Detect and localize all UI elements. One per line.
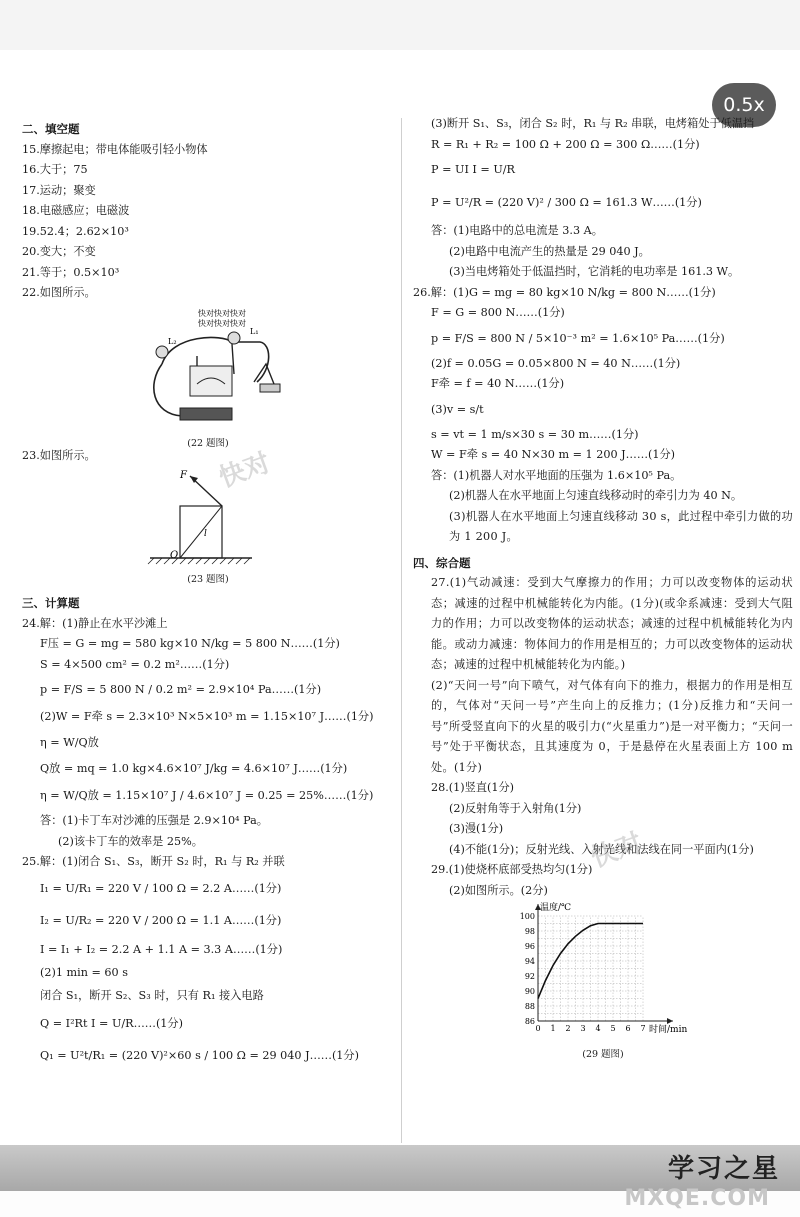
x-tick-label: 2 [565, 1024, 571, 1033]
right-column [413, 114, 793, 1061]
y-tick-label: 90 [524, 987, 535, 996]
solution-line: (3)v = s/t [431, 402, 484, 416]
arm-l-label: l [204, 529, 207, 539]
solution-line: (3)当电烤箱处于低温挡时，它消耗的电功率是 161.3 W。 [449, 265, 740, 278]
solution-line: s = vt = 1 m/s×30 s = 30 m……(1分) [431, 427, 639, 441]
x-tick-label: 7 [640, 1024, 646, 1033]
solution-line: I₂ = U/R₂ = 220 V / 200 Ω = 1.1 A……(1分) [40, 913, 282, 927]
solution-line: 25.解：(1)闭合 S₁、S₃，断开 S₂ 时，R₁ 与 R₂ 并联 [22, 855, 285, 868]
x-tick-label: 3 [580, 1024, 586, 1033]
section-heading-calc: 三、计算题 [22, 596, 80, 610]
answer-line: 29.(1)使烧杯底部受热均匀(1分) [431, 863, 593, 876]
solution-line: (2)该卡丁车的效率是 25%。 [58, 834, 203, 848]
x-axis-arrow [667, 1018, 673, 1024]
site-watermark: MXQE.COM [624, 1186, 770, 1211]
circuit-diagram [22, 304, 394, 436]
solution-line: (2)机器人在水平地面上匀速直线移动时的牵引力为 40 N。 [449, 489, 743, 502]
solution-line: 闭合 S₁，断开 S₂、S₃ 时，只有 R₁ 接入电路 [40, 989, 264, 1002]
x-axis-label: 时间/min [649, 1025, 688, 1035]
solution-line: 答：(1)卡丁车对沙滩的压强是 2.9×10⁴ Pa。 [40, 814, 268, 827]
solution-line: p = F/S = 5 800 N / 0.2 m² = 2.9×10⁴ Pa……(1分) [40, 683, 322, 696]
y-axis-label: 温度/℃ [540, 903, 572, 913]
fig22-caption: (22 题图) [187, 437, 229, 449]
figure-22 [22, 304, 394, 454]
x-tick-label: 4 [595, 1024, 601, 1033]
solution-line: I = I₁ + I₂ = 2.2 A + 1.1 A = 3.3 A……(1分) [40, 942, 283, 956]
solution-line: η = W/Q放 = 1.15×10⁷ J / 4.6×10⁷ J = 0.25 = 25%……(1分) [40, 789, 374, 802]
watermark-text: 快对 [215, 447, 275, 494]
x-tick-label: 5 [610, 1024, 616, 1033]
solution-line: 答：(1)电路中的总电流是 3.3 A。 [431, 224, 603, 237]
answer-line: 16.大于；75 [22, 163, 88, 176]
solution-line: Q放 = mq = 1.0 kg×4.6×10⁷ J/kg = 4.6×10⁷ J……(1分) [40, 762, 348, 775]
y-tick-label: 100 [519, 912, 535, 921]
y-tick-label: 98 [524, 927, 535, 936]
lamp-L2-label: L₂ [168, 336, 177, 346]
solution-line: (3)机器人在水平地面上匀速直线移动 30 s，此过程中牵引力做的功为 1 200 J。 [449, 509, 794, 543]
solution-line: Q = I²Rt I = U/R……(1分) [40, 1017, 183, 1030]
solution-line: P = UI I = U/R [431, 163, 515, 176]
fig22-label-1: 快对快对快对 [198, 308, 246, 318]
x-tick-label: 0 [535, 1024, 541, 1033]
chart-grid [538, 916, 643, 1021]
x-tick-label: 1 [550, 1024, 556, 1033]
solution-line: I₁ = U/R₁ = 220 V / 100 Ω = 2.2 A……(1分) [40, 881, 282, 895]
solution-line: F = G = 800 N……(1分) [431, 306, 565, 319]
temperature-time-chart [413, 901, 793, 1041]
y-tick-label: 94 [524, 957, 535, 966]
answer-27-part2: (2)“天问一号”向下喷气，对气体有向下的推力，根据力的作用是相互的，气体对“天问一号”产生向上的反推力；(1分)反推力和“天问一号”所受竖直向下的火星的吸引力(“火星重力”)是一对平衡力；“天问一号”处于平衡状态，且其速度为 0，于是悬停在火星表面上方 100 m 处。(1分) [431, 678, 793, 774]
answer-line: 23.如图所示。 [22, 448, 96, 462]
solution-line: p = F/S = 800 N / 5×10⁻³ m² = 1.6×10⁵ Pa……(1分) [431, 331, 725, 345]
viewer-toolbar [0, 0, 800, 50]
solution-line: Q₁ = U²t/R₁ = (220 V)²×60 s / 100 Ω = 29 040 J……(1分) [40, 1049, 359, 1062]
figure-29 [413, 901, 793, 1061]
solution-line: (2)1 min = 60 s [40, 965, 128, 979]
force-F-label: F [180, 470, 187, 481]
solution-line: (2)电路中电流产生的热量是 29 040 J。 [449, 244, 650, 258]
left-column [22, 114, 394, 1073]
solution-line: W = F牵 s = 40 N×30 m = 1 200 J……(1分) [431, 448, 676, 461]
solution-line: (2)f = 0.05G = 0.05×800 N = 40 N……(1分) [431, 356, 681, 370]
zoom-level-badge[interactable]: 0.5x [712, 83, 776, 127]
force-diagram [22, 466, 394, 572]
y-tick-label: 92 [524, 972, 535, 981]
solution-line: 答：(1)机器人对水平地面的压强为 1.6×10⁵ Pa。 [431, 468, 682, 482]
column-divider [401, 118, 402, 1143]
lamp-L1-label: L₁ [250, 326, 259, 336]
figure-23 [22, 466, 394, 588]
solution-line: η = W/Q放 [40, 736, 99, 749]
answer-27-part1: 27.(1)气动减速：受到大气摩擦力的作用；力可以改变物体的运动状态；减速的过程中机械能转化为内能。(1分)(或伞系减速：受到大气阻力的作用；力可以改变物体的运动状态；减速的过程中机械能转化为内能。或动力减速：物体间力的作用是相互的；力可以改变物体的运动状态；减速的过程中机械能转化为内能。) [431, 576, 793, 671]
fig22-label-2: 快对快对快对 [198, 318, 246, 328]
fig29-caption: (29 题图) [582, 1049, 624, 1060]
x-tick-label: 6 [625, 1024, 631, 1033]
pivot-O-label: O [170, 550, 179, 561]
y-tick-label: 96 [524, 942, 535, 951]
solution-line: P = U²/R = (220 V)² / 300 Ω = 161.3 W……(1分) [431, 196, 702, 209]
answer-line: 17.运动；聚变 [22, 183, 96, 197]
solution-line: 24.解：(1)静止在水平沙滩上 [22, 616, 168, 630]
answer-line: 22.如图所示。 [22, 286, 96, 299]
answer-line: 28.(1)竖直(1分) [431, 781, 515, 794]
answer-line: (3)漫(1分) [449, 822, 504, 835]
y-tick-label: 86 [524, 1017, 535, 1026]
solution-line: (3)断开 S₁、S₃，闭合 S₂ 时，R₁ 与 R₂ 串联，电烤箱处于低温挡 [431, 117, 755, 130]
answer-line: (2)如图所示。(2分) [449, 883, 548, 897]
answer-line: 18.电磁感应；电磁波 [22, 204, 130, 217]
answer-line: (2)反射角等于入射角(1分) [449, 801, 582, 815]
y-tick-label: 88 [524, 1002, 535, 1011]
answer-line: 19.52.4；2.62×10³ [22, 224, 129, 238]
solution-line: S = 4×500 cm² = 0.2 m²……(1分) [40, 657, 230, 671]
footer-title: 学习之星 [667, 1154, 780, 1184]
watermark-text: 快对 [587, 827, 647, 874]
fig23-caption: (23 题图) [187, 574, 229, 585]
answer-line: 15.摩擦起电；带电体能吸引轻小物体 [22, 142, 208, 156]
answer-line: 21.等于；0.5×10³ [22, 265, 120, 279]
solution-line: R = R₁ + R₂ = 100 Ω + 200 Ω = 300 Ω……(1分) [431, 137, 700, 151]
solution-line: 26.解：(1)G = mg = 80 kg×10 N/kg = 800 N……(1分) [413, 285, 716, 299]
section-heading-fill: 二、填空题 [22, 122, 80, 136]
section-heading-comprehensive: 四、综合题 [413, 555, 471, 570]
solution-line: F牵 = f = 40 N……(1分) [431, 377, 565, 390]
answer-line: (4)不能(1分)；反射光线、入射光线和法线在同一平面内(1分) [449, 842, 754, 856]
solution-line: (2)W = F牵 s = 2.3×10³ N×5×10³ m = 1.15×10⁷ J……(1分) [40, 710, 374, 723]
solution-line: F压 = G = mg = 580 kg×10 N/kg = 5 800 N……(1分) [40, 637, 340, 650]
answer-line: 20.变大；不变 [22, 245, 96, 258]
